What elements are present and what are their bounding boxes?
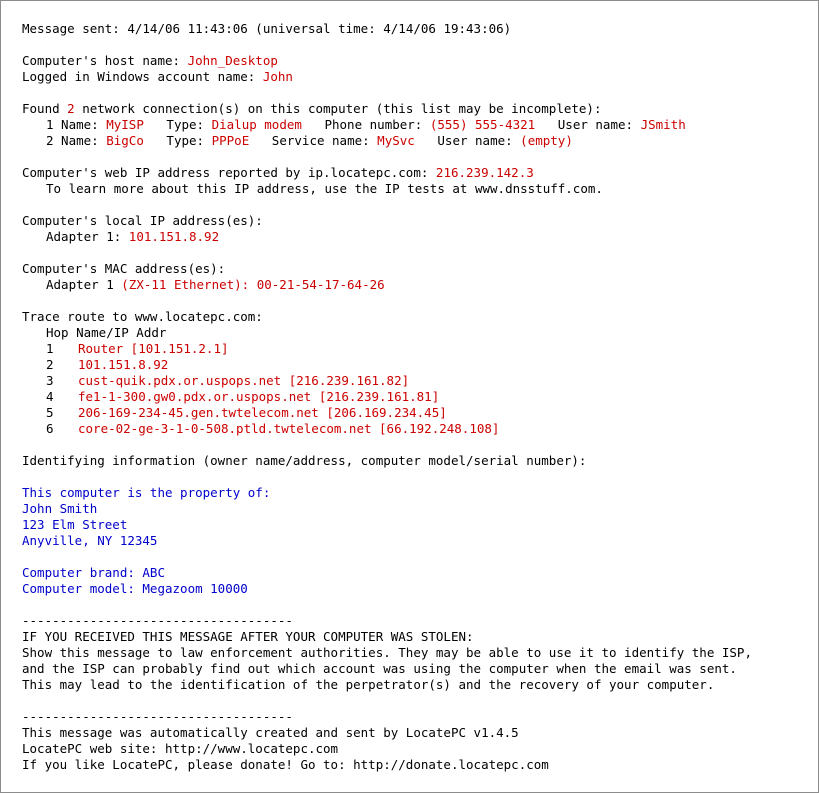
connection-name: MyISP xyxy=(106,117,144,132)
trace-hop-row xyxy=(22,421,812,437)
stolen-line: IF YOU RECEIVED THIS MESSAGE AFTER YOUR COMPUTER WAS STOLEN: xyxy=(22,629,474,644)
local-ip-adapter-line xyxy=(22,229,812,245)
spacer xyxy=(22,549,812,565)
spacer xyxy=(22,293,812,309)
web-ip-label: Computer's web IP address reported by ip.locatepc.com: xyxy=(22,165,436,180)
connection-user-label: User name: xyxy=(414,133,521,148)
trace-hop-number: 5 xyxy=(46,405,54,420)
local-ip-adapter-label: Adapter 1: xyxy=(46,229,129,244)
trace-heading: Trace route to www.locatepc.com: xyxy=(22,309,263,324)
footer-line: LocatePC web site: http://www.locatepc.com xyxy=(22,741,339,756)
connection-type-label: Type: xyxy=(143,117,212,132)
connection-type: PPPoE xyxy=(211,133,250,148)
connection-type: Dialup modem xyxy=(211,117,302,132)
trace-hop-address: cust-quik.pdx.or.uspops.net [216.239.161.82] xyxy=(78,373,410,388)
message-body xyxy=(22,21,812,773)
trace-hop-address: Router [101.151.2.1] xyxy=(78,341,229,356)
trace-hop-number: 4 xyxy=(46,389,54,404)
connection-user-label: User name: xyxy=(535,117,641,132)
spacer xyxy=(22,85,812,101)
identity-heading: Identifying information (owner name/address, computer model/serial number): xyxy=(22,453,587,468)
trace-hop-number: 6 xyxy=(46,421,54,436)
trace-hop-address: 101.151.8.92 xyxy=(78,357,169,372)
connection-index: 2 xyxy=(46,133,54,148)
mac-adapter-value: (ZX-11 Ethernet): 00-21-54-17-64-26 xyxy=(121,277,385,292)
sent-local-time: 4/14/06 11:43:06 xyxy=(127,21,248,36)
sent-line xyxy=(22,21,812,37)
owner-line: 123 Elm Street xyxy=(22,517,128,532)
trace-hop-address: fe1-1-300.gw0.pdx.or.uspops.net [216.239.161.81] xyxy=(78,389,440,404)
trace-hop-row xyxy=(22,357,812,373)
sent-utc-close: ) xyxy=(503,21,512,36)
account-name-label: Logged in Windows account name: xyxy=(22,69,263,84)
trace-hop-row xyxy=(22,341,812,357)
trace-hop-row xyxy=(22,405,812,421)
network-found-suffix: network connection(s) on this computer (this list may be incomplete): xyxy=(74,101,602,116)
mac-heading: Computer's MAC address(es): xyxy=(22,261,226,276)
connection-index: 1 xyxy=(46,117,54,132)
trace-hop-row xyxy=(22,389,812,405)
connection-user: JSmith xyxy=(640,117,686,132)
trace-hop-address: 206-169-234-45.gen.twtelecom.net [206.169.234.45] xyxy=(78,405,447,420)
spacer xyxy=(22,37,812,53)
connection-extra-label: Service name: xyxy=(249,133,378,148)
connection-row xyxy=(22,117,812,133)
local-ip-heading: Computer's local IP address(es): xyxy=(22,213,263,228)
trace-hop-number: 3 xyxy=(46,373,54,388)
connection-extra: MySvc xyxy=(377,133,415,148)
host-name-label: Computer's host name: xyxy=(22,53,188,68)
trace-column-header: Hop Name/IP Addr xyxy=(46,325,167,340)
network-count: 2 xyxy=(67,101,75,116)
local-ip-adapter-value: 101.151.8.92 xyxy=(128,229,220,244)
account-name-value: John xyxy=(262,69,293,84)
stolen-line: and the ISP can probably find out which account was using the computer when the email was sent. xyxy=(22,661,737,676)
spacer xyxy=(22,597,812,613)
network-count-line xyxy=(22,101,812,117)
network-found-prefix: Found xyxy=(22,101,68,116)
connection-row xyxy=(22,133,812,149)
separator: ------------------------------------ xyxy=(22,709,293,724)
connection-name: BigCo xyxy=(106,133,144,148)
stolen-line: This may lead to the identification of the perpetrator(s) and the recovery of your computer. xyxy=(22,677,715,692)
model-line: Computer brand: ABC xyxy=(22,565,165,580)
web-ip-note: To learn more about this IP address, use the IP tests at www.dnsstuff.com. xyxy=(46,181,603,196)
mac-adapter-line xyxy=(22,277,812,293)
owner-line: Anyville, NY 12345 xyxy=(22,533,158,548)
trace-hop-address: core-02-ge-3-1-0-508.ptld.twtelecom.net [66.192.248.108] xyxy=(78,421,500,436)
account-name-line xyxy=(22,69,812,85)
model-line: Computer model: Megazoom 10000 xyxy=(22,581,248,596)
host-name-value: John_Desktop xyxy=(187,53,278,68)
separator: ------------------------------------ xyxy=(22,613,293,628)
trace-hop-number: 1 xyxy=(46,341,54,356)
stolen-line: Show this message to law enforcement authorities. They may be able to use it to identify the ISP, xyxy=(22,645,752,660)
connection-user: (empty) xyxy=(520,133,573,148)
connection-extra-label: Phone number: xyxy=(301,117,430,132)
connection-type-label: Type: xyxy=(143,133,212,148)
spacer xyxy=(22,149,812,165)
web-ip-value: 216.239.142.3 xyxy=(435,165,534,180)
web-ip-line xyxy=(22,165,812,181)
mac-adapter-label: Adapter 1 xyxy=(46,277,122,292)
owner-line: This computer is the property of: xyxy=(22,485,271,500)
connection-name-label: Name: xyxy=(53,117,107,132)
spacer xyxy=(22,693,812,709)
footer-line: If you like LocatePC, please donate! Go to: http://donate.locatepc.com xyxy=(22,757,549,772)
spacer xyxy=(22,437,812,453)
sent-utc-label: (universal time: xyxy=(247,21,384,36)
sent-utc-time: 4/14/06 19:43:06 xyxy=(383,21,504,36)
trace-hop-number: 2 xyxy=(46,357,54,372)
connection-name-label: Name: xyxy=(53,133,107,148)
spacer xyxy=(22,197,812,213)
connection-extra: (555) 555-4321 xyxy=(429,117,536,132)
spacer xyxy=(22,245,812,261)
spacer xyxy=(22,469,812,485)
owner-line: John Smith xyxy=(22,501,98,516)
trace-hop-row xyxy=(22,373,812,389)
footer-line: This message was automatically created and sent by LocatePC v1.4.5 xyxy=(22,725,519,740)
host-name-line xyxy=(22,53,812,69)
sent-label: Message sent: xyxy=(22,21,128,36)
